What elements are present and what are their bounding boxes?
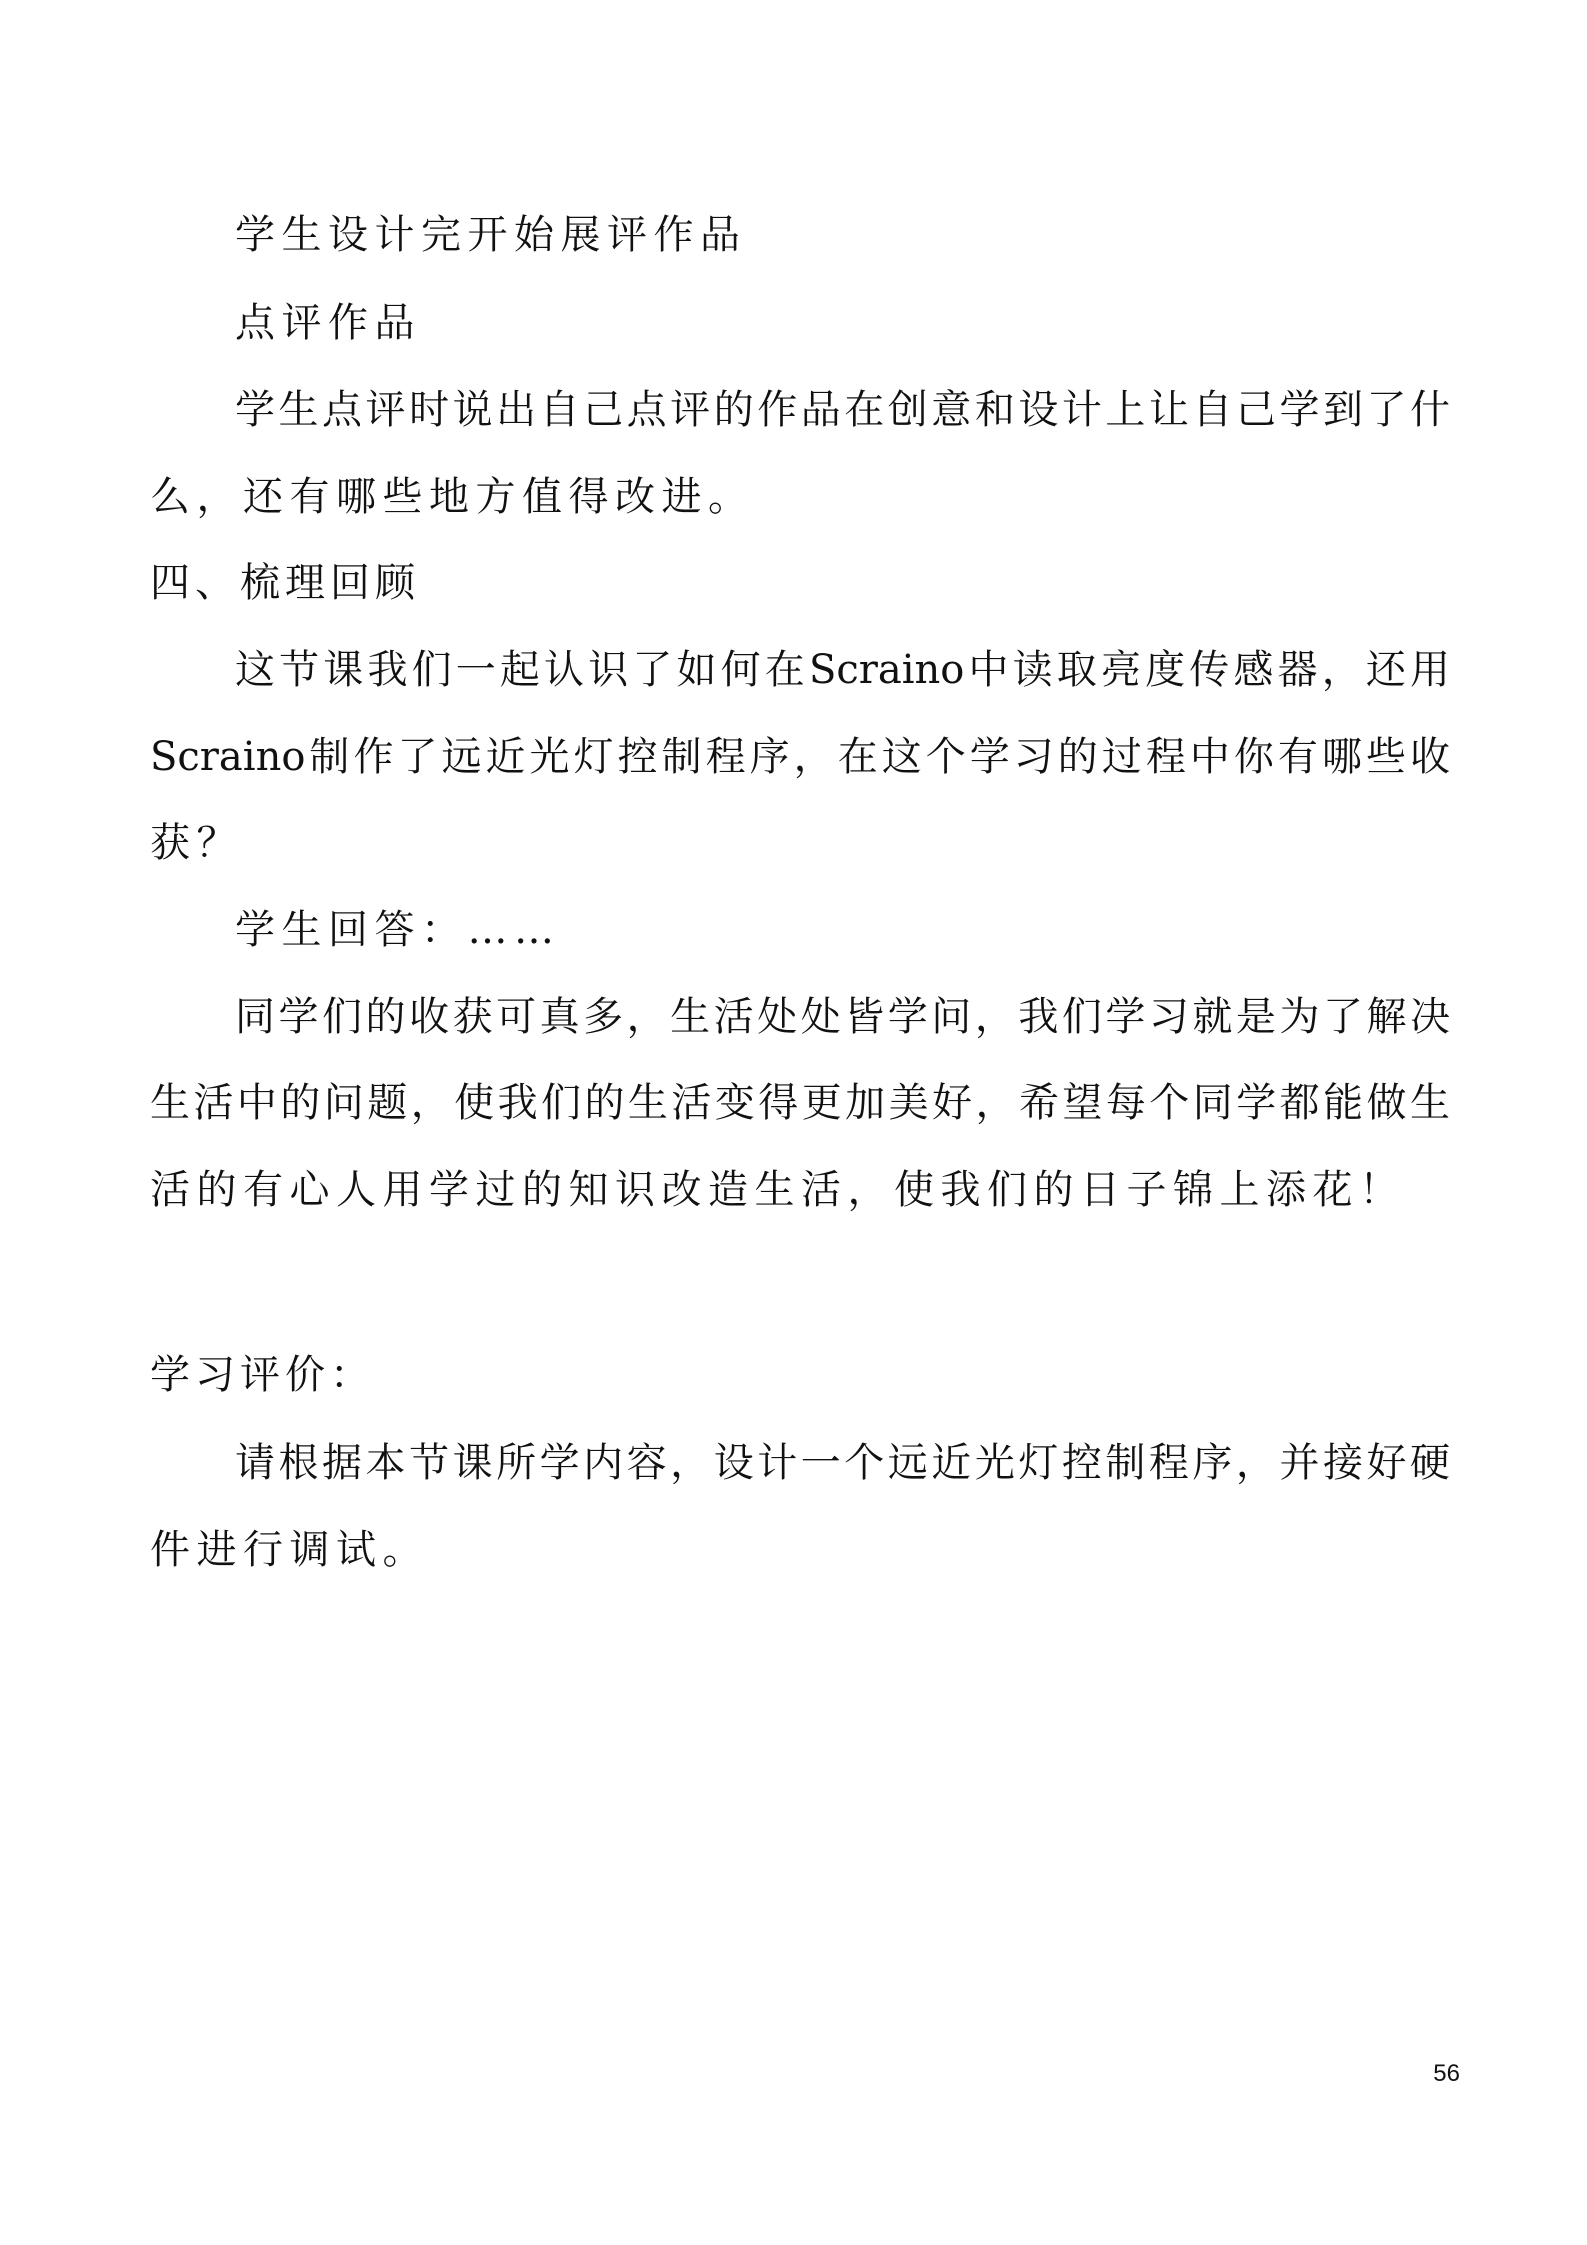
paragraph-line: 么，还有哪些地方值得改进。 xyxy=(150,474,755,520)
paragraph-line: 学生设计完开始展评作品 xyxy=(235,212,747,258)
paragraph-line: 这节课我们一起认识了如何在Scraino中读取亮度传感器，还用 xyxy=(235,647,1450,693)
paragraph-line: Scraino制作了远近光灯控制程序，在这个学习的过程中你有哪些收 xyxy=(150,734,1450,780)
paragraph-line: 学生回答：…… xyxy=(235,907,561,953)
paragraph-line: 学生点评时说出自己点评的作品在创意和设计上让自己学到了什 xyxy=(235,387,1450,433)
paragraph-line: 同学们的收获可真多，生活处处皆学问，我们学习就是为了解决 xyxy=(235,994,1450,1040)
section-heading: 四、梳理回顾 xyxy=(150,560,420,606)
paragraph-line: 点评作品 xyxy=(235,300,421,346)
paragraph-line: 活的有心人用学过的知识改造生活，使我们的日子锦上添花！ xyxy=(150,1167,1406,1213)
paragraph-line: 件进行调试。 xyxy=(150,1527,429,1573)
page-number: 56 xyxy=(1433,2060,1460,2087)
paragraph-line: 获？ xyxy=(150,820,243,866)
section-heading: 学习评价： xyxy=(150,1352,375,1398)
paragraph-line: 请根据本节课所学内容，设计一个远近光灯控制程序，并接好硬 xyxy=(235,1440,1450,1486)
paragraph-line: 生活中的问题，使我们的生活变得更加美好，希望每个同学都能做生 xyxy=(150,1080,1450,1126)
